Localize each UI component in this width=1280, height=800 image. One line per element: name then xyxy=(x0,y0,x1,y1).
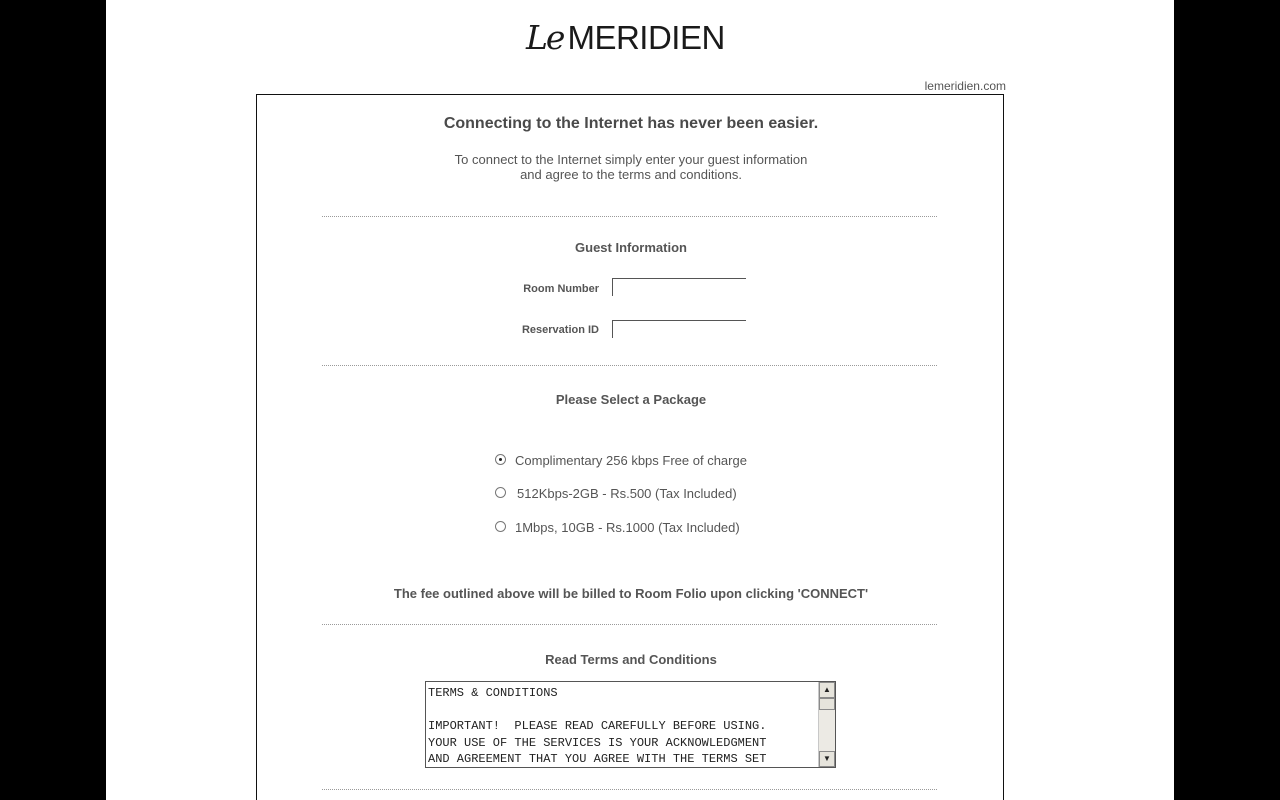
intro-text xyxy=(257,152,1005,182)
package-option-label: Complimentary 256 kbps Free of charge xyxy=(515,453,747,468)
package-option-label: 1Mbps, 10GB - Rs.1000 (Tax Included) xyxy=(515,520,740,535)
terms-title: Read Terms and Conditions xyxy=(545,652,717,667)
divider xyxy=(322,624,937,625)
le-meridien-logo xyxy=(526,18,756,60)
radio-icon[interactable] xyxy=(495,487,506,498)
package-title: Please Select a Package xyxy=(555,392,707,407)
reservation-id-label: Reservation ID xyxy=(521,324,599,336)
arrow-down-icon[interactable]: ▼ xyxy=(819,751,835,767)
radio-icon[interactable] xyxy=(495,521,506,532)
reservation-id-input[interactable] xyxy=(612,320,746,338)
logo-brand: MERIDIEN xyxy=(567,19,725,56)
logo-script: Le xyxy=(526,18,564,57)
site-link[interactable]: lemeridien.com xyxy=(924,79,1006,93)
intro-line-1: To connect to the Internet simply enter your guest information xyxy=(454,152,808,167)
divider xyxy=(322,216,937,217)
arrow-up-icon[interactable]: ▲ xyxy=(819,682,835,698)
divider xyxy=(322,365,937,366)
page-headline: Connecting to the Internet has never been easier. xyxy=(443,115,819,132)
intro-line-2: and agree to the terms and conditions. xyxy=(520,167,742,182)
divider xyxy=(322,789,937,790)
room-number-input[interactable] xyxy=(612,278,746,296)
scroll-thumb[interactable] xyxy=(819,698,835,710)
guest-info-title: Guest Information xyxy=(575,240,687,255)
portal-page xyxy=(106,0,1174,800)
package-option-label: 512Kbps-2GB - Rs.500 (Tax Included) xyxy=(517,486,737,501)
radio-selected-icon[interactable] xyxy=(495,454,506,465)
room-number-label: Room Number xyxy=(523,283,599,295)
terms-scrollbar[interactable] xyxy=(818,682,835,767)
login-form-panel xyxy=(256,94,1004,800)
terms-text: TERMS & CONDITIONS IMPORTANT! PLEASE READ CAREFULLY BEFORE USING. YOUR USE OF THE SERVICES IS YOUR ACKNOWLEDGMENT AND AGREEMENT THAT YOU AGREE WITH THE TERMS SET xyxy=(428,686,767,766)
fee-note: The fee outlined above will be billed to Room Folio upon clicking 'CONNECT' xyxy=(393,586,869,601)
terms-textarea[interactable] xyxy=(425,681,836,768)
